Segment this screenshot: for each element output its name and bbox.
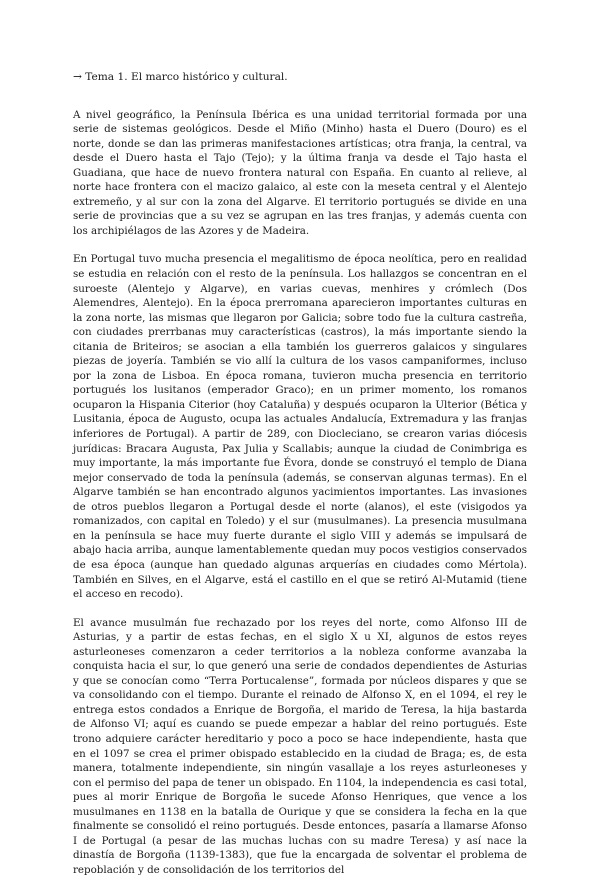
paragraph-geography: A nivel geográfico, la Península Ibérica es una unidad territorial formada por una serie de sistemas geológicos. Desde el Miño (Minho) hasta el Duero (Douro) es el norte, donde se dan las primeras manifestaciones artísticas; otra franja, la central, va desde el Duero hasta el Tajo (Tejo); y la última franja va desde el Tajo hasta el Guadiana, que hace de nuevo frontera natural con España. En cuanto al relieve, al norte hace frontera con el macizo galaico, al este con la meseta central y el Alentejo extremeño, y al sur con la zona del Algarve. El territorio portugués se divide en una serie de provincias que a su vez se agrupan en las tres franjas, y además cuenta con los archipiélagos de las Azores y de Madeira. — [73, 108, 527, 237]
document-page — [73, 70, 527, 891]
paragraph-kingdom-origins: El avance musulmán fue rechazado por los reyes del norte, como Alfonso III de Asturias, y a partir de estas fechas, en el siglo X u XI, algunos de estos reyes asturleoneses comenzaron a ceder territorios a la nobleza conforme avanzaba la conquista hacia el sur, lo que generó una serie de condados dependientes de Asturias y que se conocían como “Terra Portucalense”, formada por núcleos dispares y que se va consolidando con el tiempo. Durante el reinado de Alfonso X, en el 1094, el rey le entrega estos condados a Enrique de Borgoña, el marido de Teresa, la hija bastarda de Alfonso VI; aquí es cuando se puede empezar a hablar del reino portugués. Este trono adquiere carácter hereditario y poco a poco se hace independiente, hasta que en el 1097 se crea el primer obispado establecido en la ciudad de Braga; es, de esta manera, totalmente independiente, sin ningún vasallaje a los reyes asturleoneses y con el permiso del papa de tener un obispado. En 1104, la independencia es casi total, pues al morir Enrique de Borgoña le sucede Afonso Henriques, que vence a los musulmanes en 1138 en la batalla de Ourique y que se considera la fecha en la que finalmente se consolidó el reino portugués. Desde entonces, pasaría a llamarse Afonso I de Portugal (a pesar de las muchas luchas con su madre Teresa) y así nace la dinastía de Borgoña (1139-1383), que fue la encargada de solventar el problema de repoblación y de consolidación de los territorios del — [73, 616, 527, 876]
paragraph-ancient-history: En Portugal tuvo mucha presencia el megalitismo de época neolítica, pero en realidad se estudia en relación con el resto de la península. Los hallazgos se concentran en el suroeste (Alentejo y Algarve), en varias cuevas, menhires y crómlech (Dos Alemendres, Alentejo). En la época prerromana aparecieron importantes culturas en la zona norte, las mismas que llegaron por Galicia; sobre todo fue la cultura castreña, con ciudades prerrbanas muy características (castros), la más importante siendo la citania de Briteiros; se asocian a ella también los guerreros galaicos y singulares piezas de joyería. También se vio allí la cultura de los vasos campaniformes, incluso por la zona de Lisboa. En época romana, tuvieron mucha presencia en territorio portugués los lusitanos (emperador Graco); en un primer momento, los romanos ocuparon la Hispania Citerior (hoy Cataluña) y después ocuparon la Ulterior (Bética y Lusitania, época de Augusto, ocupa las actuales Andalucía, Extremadura y las franjas inferiores de Portugal). A partir de 289, con Diocleciano, se crearon varias diócesis jurídicas: Bracara Augusta, Pax Julia y Scallabis; aunque la ciudad de Conimbriga es muy importante, la más importante fue Évora, donde se construyó el templo de Diana mejor conservado de toda la península (además, se conservan algunas termas). En el Algarve también se han encontrado algunos yacimientos importantes. Las invasiones de otros pueblos llegaron a Portugal desde el norte (alanos), el este (visigodos ya romanizados, con capital en Toledo) y el sur (musulmanes). La presencia musulmana en la península se hace muy fuerte durante el siglo VIII y además se impulsará de abajo hacia arriba, aunque lamentablemente quedan muy pocos vestigios conservados de esa época (aunque han quedado algunas arquerías en ciudades como Mértola). También en Silves, en el Algarve, está el castillo en el que se retiró Al-Mutamid (tiene el acceso en recodo). — [73, 253, 527, 601]
section-heading: → Tema 1. El marco histórico y cultural. — [73, 71, 288, 83]
